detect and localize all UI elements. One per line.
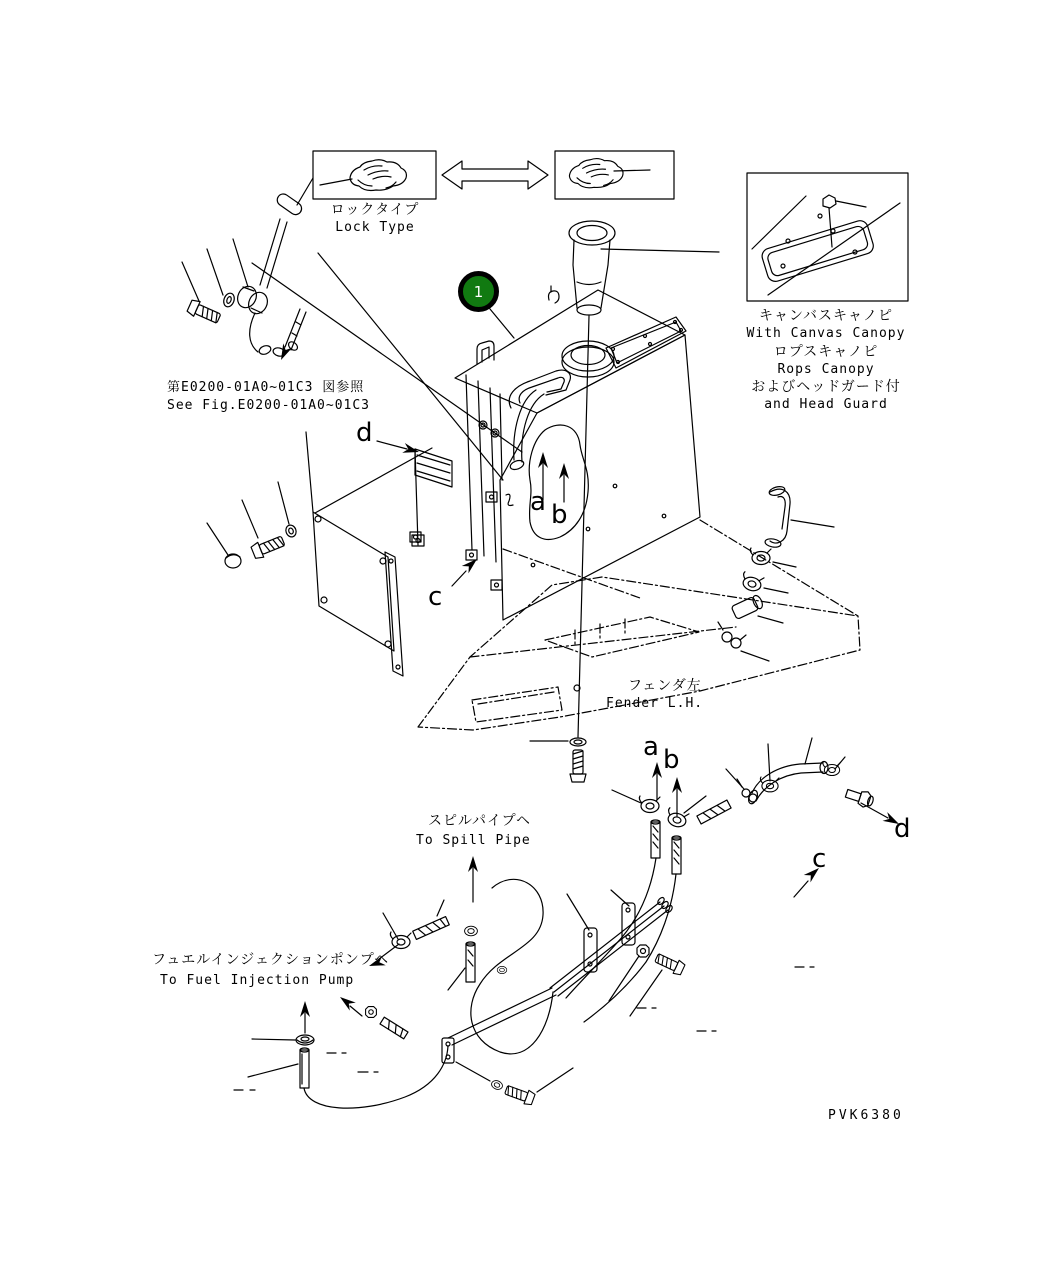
canopy-label-en3: and Head Guard — [764, 397, 888, 412]
fender-label-en: Fender L.H. — [606, 696, 704, 711]
ref-letter-d-upper: d — [356, 418, 373, 448]
spill-pipe-label-en: To Spill Pipe — [416, 833, 531, 848]
fuel-pump-label-jp: フュエルインジェクションポンプヘ — [152, 952, 390, 968]
ref-letter-c-upper: c — [428, 582, 443, 612]
drain-parts-column — [718, 485, 834, 661]
see-fig-label-en: See Fig.E0200-01A0~01C3 — [167, 398, 371, 413]
lock-type-comparison — [297, 151, 674, 205]
ref-letter-b-upper: b — [551, 500, 568, 530]
canopy-label-en2: Rops Canopy — [777, 362, 875, 377]
part-callout-1[interactable]: 1 — [458, 271, 499, 312]
ref-letter-b-lower: b — [663, 745, 680, 775]
spill-pipe-label-jp: スピルパイプヘ — [428, 813, 532, 829]
lock-type-label-jp: ロックタイプ — [330, 202, 420, 218]
canopy-label-jp2: ロプスキャノピ — [773, 344, 879, 360]
ref-letter-a-lower: a — [643, 732, 659, 762]
fuel-pump-label-en: To Fuel Injection Pump — [160, 973, 355, 988]
fuel-piping-group — [234, 738, 901, 1108]
canvas-canopy-inset — [747, 173, 908, 301]
fender-label-jp: フェンダ左 — [628, 678, 702, 694]
double-arrow-icon — [442, 161, 548, 189]
canopy-cap-icon — [823, 195, 836, 208]
ref-letter-a-upper: a — [530, 487, 546, 517]
cover-plate-assembly — [207, 432, 432, 676]
lock-type-label-en: Lock Type — [335, 220, 415, 235]
ref-letter-d-lower: d — [894, 814, 911, 844]
canopy-label-jp3: およびヘッドガード付 — [751, 379, 901, 395]
drawing-number: PVK6380 — [828, 1108, 904, 1123]
canopy-label-en1: With Canvas Canopy — [746, 326, 906, 341]
ref-letter-c-lower: c — [812, 844, 827, 874]
see-fig-label-jp: 第E0200-01A0~01C3 図参照 — [167, 380, 365, 395]
canopy-label-jp1: キャンバスキャノピ — [758, 308, 894, 324]
